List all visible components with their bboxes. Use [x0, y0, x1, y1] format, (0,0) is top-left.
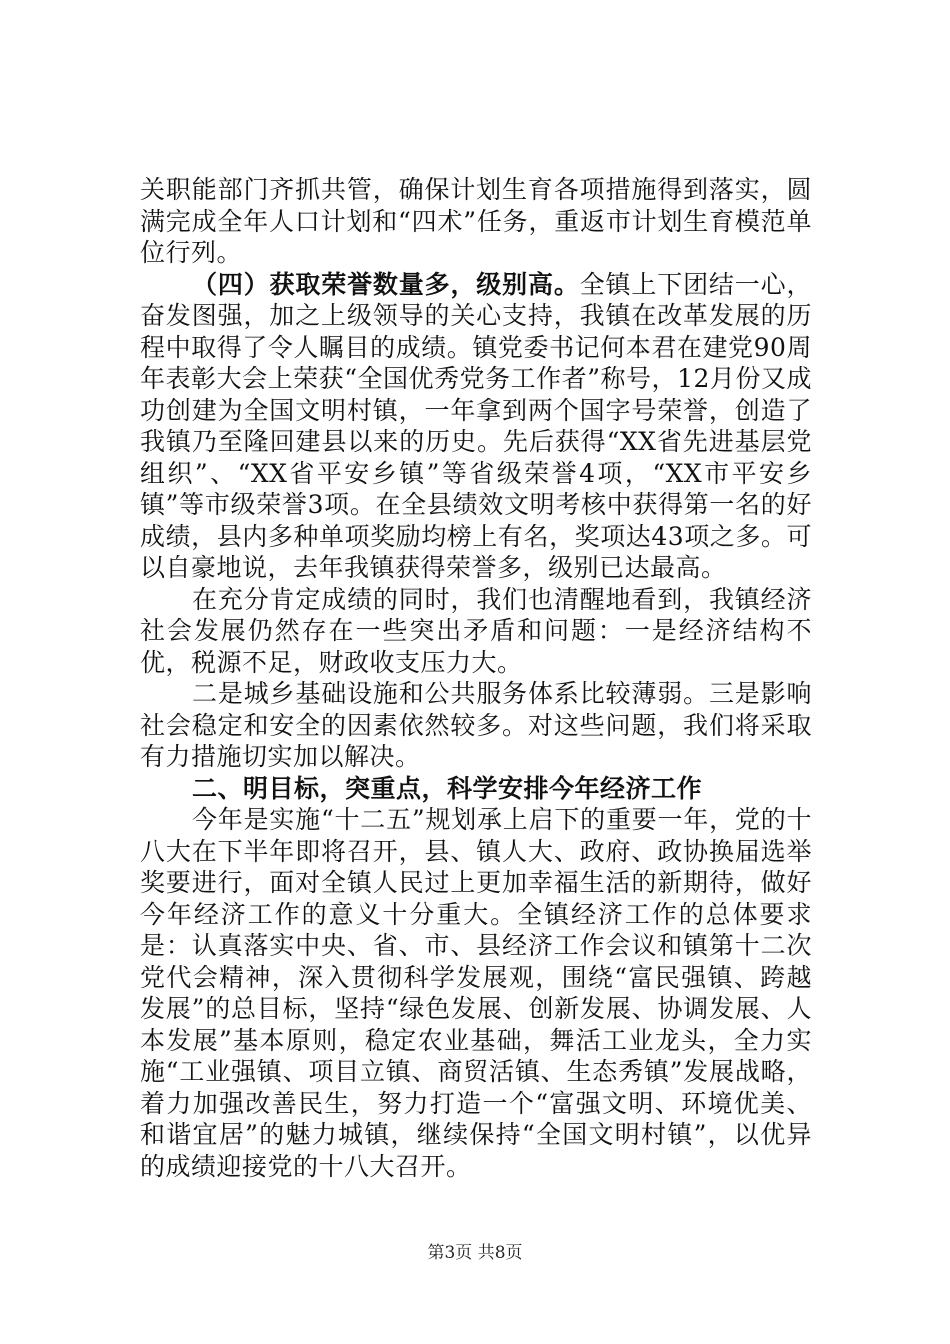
paragraph-text: 今年是实施“十二五”规划承上启下的重要一年，党的十八大在下半年即将召开，县、镇人大、政府、政协换届选举奖要进行，面对全镇人民过上更加幸福生活的新期待，做好今年经济工作的意义十分重大。全镇经济工作的总体要求是：认真落实中央、省、市、县经济工作会议和镇第十二次党代会精神，深入贯彻科学发展观，围绕“富民强镇、跨越发展”的总目标，坚持“绿色发展、创新发展、协调发展、人本发展”基本原则，稳定农业基础，舞活工业龙头，全力实施“工业强镇、项目立镇、商贸活镇、生态秀镇”发展战略，着力加强改善民生，努力打造一个“富强文明、环境优美、和谐宜居”的魅力城镇，继续保持“全国文明村镇”，以优异的成绩迎接党的十八大召开。 [140, 805, 812, 1181]
paragraph-text: 全镇上下团结一心，奋发图强，加之上级领导的关心支持，我镇在改革发展的历程中取得了令人瞩目的成绩。镇党委书记何本君在建党90周年表彰大会上荣获“全国优秀党务工作者”称号，12月份又成功创建为全国文明村镇，一年拿到两个国字号荣誉，创造了我镇乃至隆回建县以来的历史。先后获得“XX省先进基层党组织”、“XX省平安乡镇”等省级荣誉4项，“XX市平安乡镇”等市级荣誉3项。在全县绩效文明考核中获得第一名的好成绩，县内多种单项奖励均榜上有名，奖项达43项之多。可以自豪地说，去年我镇获得荣誉多，级别已达最高。 [140, 269, 812, 582]
section-heading-text: 二、明目标，突重点，科学安排今年经济工作 [192, 773, 703, 803]
section-heading-goals [140, 773, 812, 805]
page-number-footer: 第3页 共8页 [427, 1243, 523, 1263]
paragraph-honors [140, 269, 812, 584]
document-body [140, 174, 812, 1182]
paragraph-economic-work [140, 804, 812, 1182]
paragraph-text: 在充分肯定成绩的同时，我们也清醒地看到，我镇经济社会发展仍然存在一些突出矛盾和问题：一是经济结构不优，税源不足，财政收支压力大。 [140, 584, 812, 677]
paragraph-text: 二是城乡基础设施和公共服务体系比较薄弱。三是影响社会稳定和安全的因素依然较多。对这些问题，我们将采取有力措施切实加以解决。 [140, 679, 812, 771]
section-heading-honors: （四）获取荣誉数量多，级别高。 [192, 269, 580, 299]
paragraph-family-planning-continued [140, 174, 812, 269]
paragraph-text: 关职能部门齐抓共管，确保计划生育各项措施得到落实，圆满完成全年人口计划和“四术”任务，重返市计划生育模范单位行列。 [140, 175, 812, 267]
paragraph-problems-continued [140, 678, 812, 773]
paragraph-problems-intro [140, 584, 812, 679]
